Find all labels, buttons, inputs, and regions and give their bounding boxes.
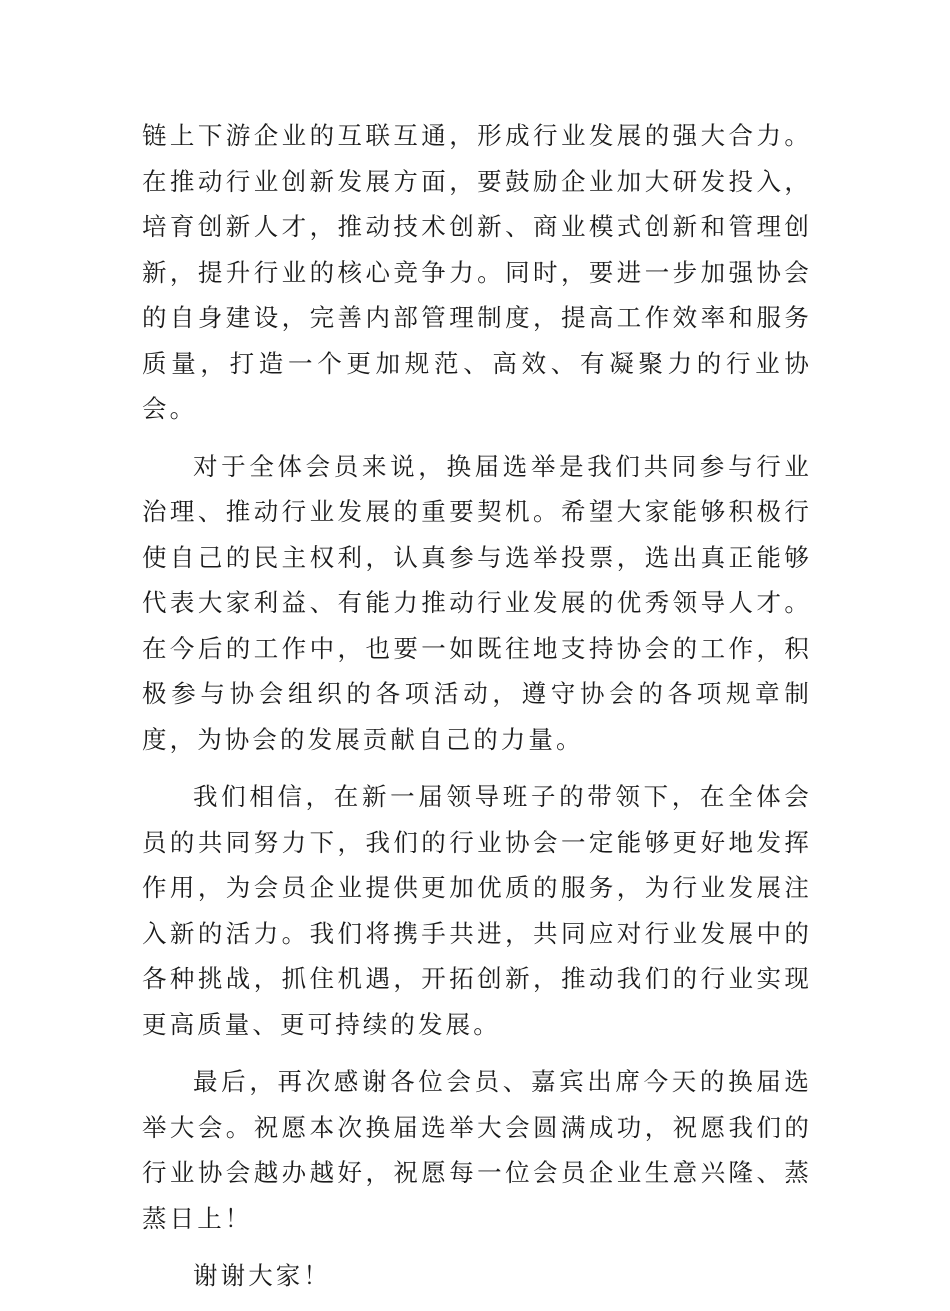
document-body (142, 113, 812, 1311)
paragraph-1: 链上下游企业的互联互通，形成行业发展的强大合力。在推动行业创新发展方面，要鼓励企业加大研发投入，培育创新人才，推动技术创新、商业模式创新和管理创新，提升行业的核心竞争力。同时，要进一步加强协会的自身建设，完善内部管理制度，提高工作效率和服务质量，打造一个更加规范、高效、有凝聚力的行业协会。 (142, 121, 812, 423)
paragraph-5-closing: 谢谢大家！ (193, 1261, 331, 1290)
paragraph-4: 最后，再次感谢各位会员、嘉宾出席今天的换届选举大会。祝愿本次换届选举大会圆满成功，祝愿我们的行业协会越办越好，祝愿每一位会员企业生意兴隆、蒸蒸日上！ (142, 1067, 812, 1233)
paragraph-3: 我们相信，在新一届领导班子的带领下，在全体会员的共同努力下，我们的行业协会一定能够更好地发挥作用，为会员企业提供更加优质的服务，为行业发展注入新的活力。我们将携手共进，共同应对行业发展中的各种挑战，抓住机遇，开拓创新，推动我们的行业实现更高质量、更可持续的发展。 (142, 782, 812, 1039)
paragraph-2: 对于全体会员来说，换届选举是我们共同参与行业治理、推动行业发展的重要契机。希望大家能够积极行使自己的民主权利，认真参与选举投票，选出真正能够代表大家利益、有能力推动行业发展的优秀领导人才。在今后的工作中，也要一如既往地支持协会的工作，积极参与协会组织的各项活动，遵守协会的各项规章制度，为协会的发展贡献自己的力量。 (142, 451, 812, 754)
